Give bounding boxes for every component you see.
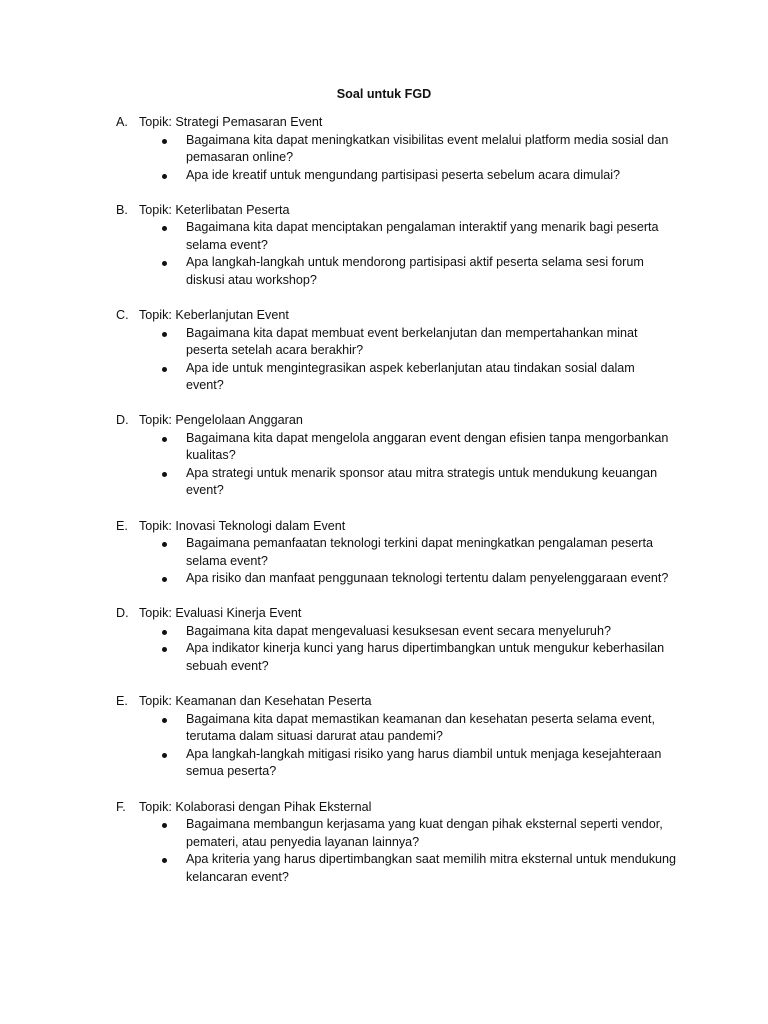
question-item [0, 219, 676, 254]
question-text: Apa ide kreatif untuk mengundang partisipasi peserta sebelum acara dimulai? [186, 167, 621, 182]
question-text: Apa kriteria yang harus dipertimbangkan saat memilih mitra eksternal untuk mendukung kelancaran event? [186, 852, 677, 884]
question-list [0, 132, 768, 185]
bullet-icon [162, 718, 167, 723]
question-item [0, 465, 676, 500]
bullet-icon [162, 437, 167, 442]
topic-heading [0, 693, 768, 711]
topic-heading [0, 114, 768, 132]
topic-section [0, 605, 768, 675]
question-list [0, 711, 768, 781]
question-text: Bagaimana kita dapat memastikan keamanan dan kesehatan peserta selama event, terutama dalam situasi darurat atau pandemi? [186, 711, 656, 744]
topic-heading [0, 799, 768, 817]
topic-heading [0, 518, 768, 536]
question-item [0, 325, 676, 360]
topic-section [0, 799, 768, 887]
topic-letter: E. [116, 518, 128, 533]
topic-title: Topik: Strategi Pemasaran Event [139, 115, 323, 129]
question-item [0, 535, 676, 570]
bullet-icon [162, 367, 167, 372]
question-item [0, 132, 676, 167]
question-text: Apa strategi untuk menarik sponsor atau mitra strategis untuk mendukung keuangan event? [186, 465, 658, 498]
bullet-icon [162, 630, 167, 635]
bullet-icon [162, 261, 167, 266]
question-list [0, 325, 768, 395]
bullet-icon [162, 753, 167, 758]
question-text: Apa risiko dan manfaat penggunaan teknologi tertentu dalam penyelenggaraan event? [186, 571, 669, 586]
topic-title: Topik: Keterlibatan Peserta [139, 202, 290, 217]
topic-letter: D. [116, 606, 129, 621]
question-text: Bagaimana kita dapat menciptakan pengalaman interaktif yang menarik bagi peserta selama event? [186, 220, 659, 252]
topic-title: Topik: Keamanan dan Kesehatan Peserta [139, 694, 372, 709]
question-item [0, 430, 676, 465]
question-text: Apa indikator kinerja kunci yang harus dipertimbangkan untuk mengukur keberhasilan sebuah event? [186, 641, 665, 673]
topic-letter: A. [116, 115, 128, 129]
question-item [0, 167, 676, 185]
question-item [0, 746, 676, 781]
bullet-icon [162, 472, 167, 477]
topic-letter: B. [116, 202, 128, 217]
bullet-icon [162, 858, 167, 863]
question-text: Bagaimana kita dapat meningkatkan visibilitas event melalui platform media sosial dan pemasaran online? [186, 132, 669, 164]
question-item [0, 570, 676, 588]
topic-letter: C. [116, 308, 129, 323]
topic-section [0, 693, 768, 781]
bullet-icon [162, 226, 167, 231]
bullet-icon [162, 542, 167, 547]
document-title: Soal untuk FGD [336, 87, 432, 101]
question-text: Apa ide untuk mengintegrasikan aspek keberlanjutan atau tindakan sosial dalam event? [186, 360, 635, 393]
question-text: Apa langkah-langkah untuk mendorong partisipasi aktif peserta selama sesi forum diskusi atau workshop? [186, 255, 644, 287]
question-list [0, 535, 768, 588]
bullet-icon [162, 823, 167, 828]
question-list [0, 219, 768, 289]
topic-title: Topik: Pengelolaan Anggaran [139, 413, 303, 428]
question-item [0, 711, 676, 746]
topic-letter: F. [116, 799, 126, 814]
topic-letter: E. [116, 694, 128, 709]
bullet-icon [162, 174, 167, 179]
question-item [0, 623, 676, 641]
bullet-icon [162, 647, 167, 652]
topic-title: Topik: Keberlanjutan Event [139, 308, 289, 323]
question-list [0, 816, 768, 886]
bullet-icon [162, 577, 167, 582]
question-text: Bagaimana kita dapat membuat event berkelanjutan dan mempertahankan minat peserta setelah acara berakhir? [186, 325, 638, 358]
topic-section [0, 307, 768, 395]
question-text: Bagaimana kita dapat mengevaluasi kesuksesan event secara menyeluruh? [186, 623, 611, 638]
topic-section [0, 114, 768, 184]
topic-title: Topik: Inovasi Teknologi dalam Event [139, 518, 346, 533]
question-item [0, 851, 676, 886]
question-text: Bagaimana kita dapat mengelola anggaran event dengan efisien tanpa mengorbankan kualitas? [186, 430, 669, 463]
question-item [0, 816, 676, 851]
question-text: Bagaimana membangun kerjasama yang kuat dengan pihak eksternal seperti vendor, pemateri, atau penyedia layanan lainnya? [186, 817, 663, 849]
topic-list [0, 114, 768, 904]
topic-heading [0, 605, 768, 623]
question-list [0, 623, 768, 676]
question-item [0, 640, 676, 675]
topic-letter: D. [116, 413, 129, 428]
topic-title: Topik: Evaluasi Kinerja Event [139, 606, 302, 621]
question-list [0, 430, 768, 500]
topic-heading [0, 202, 768, 220]
topic-section [0, 202, 768, 290]
question-item [0, 360, 676, 395]
question-text: Apa langkah-langkah mitigasi risiko yang harus diambil untuk menjaga kesejahteraan semua peserta? [186, 746, 662, 779]
question-text: Bagaimana pemanfaatan teknologi terkini dapat meningkatkan pengalaman peserta selama event? [186, 536, 653, 568]
topic-title: Topik: Kolaborasi dengan Pihak Eksternal [139, 799, 372, 814]
question-item [0, 254, 676, 289]
topic-heading [0, 412, 768, 430]
topic-heading [0, 307, 768, 325]
topic-section [0, 412, 768, 500]
bullet-icon [162, 332, 167, 337]
topic-section [0, 518, 768, 588]
bullet-icon [162, 139, 167, 144]
